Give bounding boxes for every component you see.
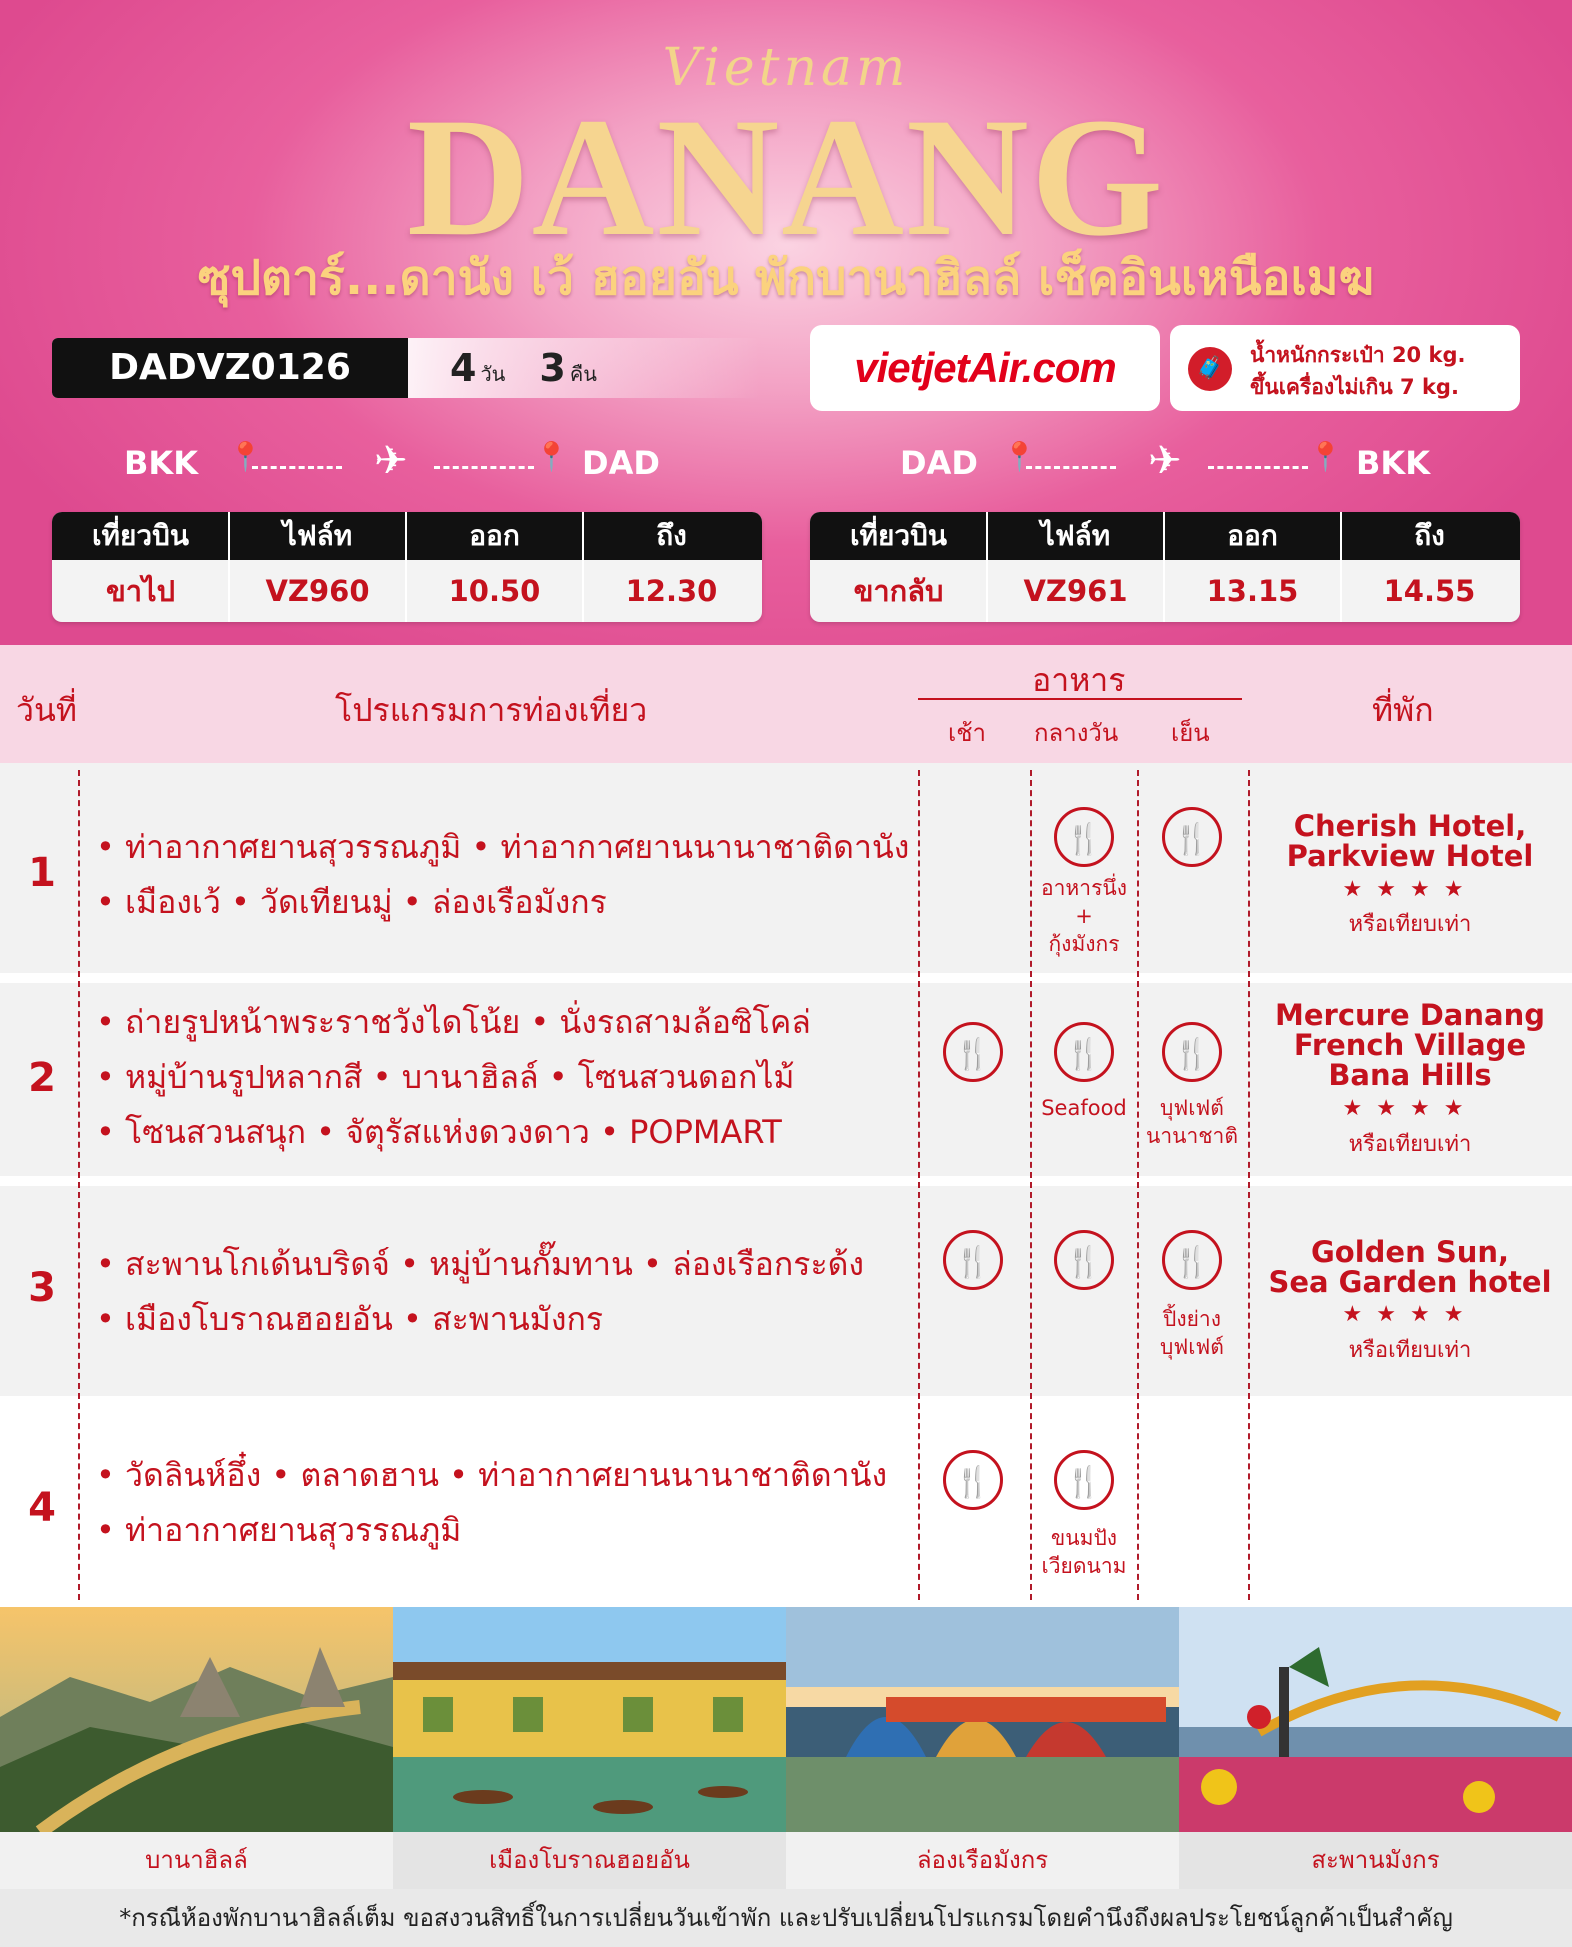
col-divider xyxy=(1163,512,1165,622)
flight-number: VZ960 xyxy=(265,574,370,608)
dinner-note xyxy=(1137,1094,1247,1150)
flight-table-header xyxy=(52,512,762,560)
meal-icon: 🍴 xyxy=(1054,807,1114,867)
col-trip: เที่ยวบิน xyxy=(849,519,948,552)
route-origin: DAD xyxy=(900,444,978,482)
hotel-line: Golden Sun, xyxy=(1310,1235,1510,1269)
route-destination: BKK xyxy=(1356,444,1430,482)
lunch-note xyxy=(1029,874,1139,958)
photo-caption: สะพานมังกร xyxy=(1179,1832,1572,1889)
days-unit: วัน xyxy=(480,362,506,386)
hotel-name xyxy=(1260,811,1560,871)
outbound-route xyxy=(124,440,684,490)
tour-subtitle: ซุปตาร์...ดานัง เว้ ฮอยอัน พักบานาฮิลล์ เช็คอินเหนือเมฆ xyxy=(197,250,1375,306)
header-breakfast: เช้า xyxy=(948,719,986,747)
meal-icon: 🍴 xyxy=(1054,1450,1114,1510)
note-line: + xyxy=(1075,904,1093,928)
itinerary-header xyxy=(0,645,1572,763)
photo-dragon-bridge xyxy=(1179,1607,1572,1832)
program-line: • โซนสวนสนุก • จัตุรัสแห่งดวงดาว • POPMART xyxy=(96,1113,782,1151)
airline-logo: vietjetAir.com xyxy=(810,325,1160,411)
photo-dragon-boat xyxy=(786,1607,1179,1832)
program-line: • เมืองเว้ • วัดเทียนมู่ • ล่องเรือมังกร xyxy=(96,883,607,921)
column-divider xyxy=(918,770,920,1600)
tour-code: DADVZ0126 xyxy=(52,338,408,398)
inbound-route xyxy=(900,440,1460,490)
hoi-an-image xyxy=(393,1607,786,1832)
col-trip: เที่ยวบิน xyxy=(91,519,190,552)
inbound-flight-table xyxy=(810,512,1520,622)
flight-table-header xyxy=(810,512,1520,560)
dinner-note xyxy=(1137,1305,1247,1361)
meal-icon: 🍴 xyxy=(943,1230,1003,1290)
header-program: โปรแกรมการท่องเที่ยว xyxy=(335,691,648,729)
plane-icon: ✈ xyxy=(1148,438,1182,484)
arrive-time: 12.30 xyxy=(625,574,718,608)
meal-icon: 🍴 xyxy=(1054,1230,1114,1290)
depart-time: 10.50 xyxy=(448,574,541,608)
col-arrive: ถึง xyxy=(656,519,687,552)
golden-bridge-image xyxy=(0,1607,393,1832)
photo-caption: ล่องเรือมังกร xyxy=(786,1832,1179,1889)
star-rating: ★★★★ xyxy=(1342,1096,1478,1121)
dragon-boat-image xyxy=(786,1607,1179,1832)
photo-golden-bridge xyxy=(0,1607,393,1832)
plane-icon: ✈ xyxy=(374,438,408,484)
pin-icon: 📍 xyxy=(1308,440,1343,473)
row-gap xyxy=(0,973,1572,983)
trip-value: ขาไป xyxy=(105,574,176,608)
route-destination: DAD xyxy=(582,444,660,482)
luggage-icon: 🧳 xyxy=(1188,347,1232,391)
photo-caption: เมืองโบราณฮอยอัน xyxy=(393,1832,786,1889)
column-divider xyxy=(1248,770,1250,1600)
program-line: • ท่าอากาศยานสุวรรณภูมิ xyxy=(96,1511,462,1549)
header-hotel: ที่พัก xyxy=(1372,691,1434,729)
baggage-line-2: ขึ้นเครื่องไม่เกิน 7 kg. xyxy=(1250,375,1459,399)
country-script: Vietnam xyxy=(662,38,910,98)
note-line: กุ้งมังกร xyxy=(1048,932,1120,956)
days-count: 4 xyxy=(450,346,477,390)
hotel-equivalent: หรือเทียบเท่า xyxy=(1348,912,1472,937)
hotel-line: Cherish Hotel, xyxy=(1293,809,1527,843)
trip-value: ขากลับ xyxy=(853,574,944,608)
hotel-line: Sea Garden hotel xyxy=(1268,1265,1552,1299)
header-banner xyxy=(0,0,1572,645)
route-dash xyxy=(434,466,534,469)
day-number: 2 xyxy=(28,1055,56,1101)
flight-number: VZ961 xyxy=(1023,574,1128,608)
program-line: • เมืองโบราณฮอยอัน • สะพานมังกร xyxy=(96,1300,604,1338)
footnote: *กรณีห้องพักบานาฮิลล์เต็ม ขอสงวนสิทธิ์ในการเปลี่ยนวันเข้าพัก และปรับเปลี่ยนโปรแกรมโดยคำนึงถึงผลประโยชน์ลูกค้าเป็นสำคัญ xyxy=(0,1889,1572,1947)
route-dash xyxy=(252,466,342,469)
star-rating: ★★★★ xyxy=(1342,1302,1478,1327)
meal-icon: 🍴 xyxy=(1162,1022,1222,1082)
hotel-equivalent: หรือเทียบเท่า xyxy=(1348,1338,1472,1363)
col-divider xyxy=(582,512,584,622)
col-divider xyxy=(405,512,407,622)
note-line: Seafood xyxy=(1041,1096,1127,1120)
day-program xyxy=(96,1237,864,1347)
col-depart: ออก xyxy=(1227,519,1278,552)
route-dash xyxy=(1208,466,1308,469)
program-line: • หมู่บ้านรูปหลากสี • บานาฮิลล์ • โซนสวนดอกไม้ xyxy=(96,1058,795,1096)
col-flight: ไฟล์ท xyxy=(1040,519,1111,552)
meal-icon: 🍴 xyxy=(943,1022,1003,1082)
col-divider xyxy=(1340,512,1342,622)
route-origin: BKK xyxy=(124,444,198,482)
note-line: บุฟเฟต์ xyxy=(1160,1096,1224,1120)
meal-icon: 🍴 xyxy=(1162,807,1222,867)
header-day: วันที่ xyxy=(16,691,77,729)
destination-title: DANANG xyxy=(406,83,1166,271)
program-line: • สะพานโกเด้นบริดจ์ • หมู่บ้านกั๊มทาน • ล่องเรือกระด้ง xyxy=(96,1245,865,1283)
hotel-line: Mercure Danang xyxy=(1275,998,1545,1032)
nights-count: 3 xyxy=(539,346,566,390)
lunch-note xyxy=(1029,1094,1139,1122)
day-number: 1 xyxy=(28,850,56,896)
col-arrive: ถึง xyxy=(1414,519,1445,552)
outbound-flight-table xyxy=(52,512,762,622)
meals-underline xyxy=(918,698,1242,700)
program-line: • วัดลินห์อึ๋ง • ตลาดฮาน • ท่าอากาศยานนานาชาติดานัง xyxy=(96,1456,888,1494)
lunch-note xyxy=(1029,1524,1139,1580)
meal-icon: 🍴 xyxy=(1054,1022,1114,1082)
note-line: ปิ้งย่าง xyxy=(1163,1307,1221,1331)
note-line: อาหารนึ่ง xyxy=(1041,876,1127,900)
col-flight: ไฟล์ท xyxy=(282,519,353,552)
note-line: เวียดนาม xyxy=(1041,1554,1127,1578)
depart-time: 13.15 xyxy=(1206,574,1299,608)
note-line: บุฟเฟต์ xyxy=(1160,1335,1224,1359)
note-line: ขนมปัง xyxy=(1050,1526,1118,1550)
note-line: นานาชาติ xyxy=(1146,1124,1238,1148)
pin-icon: 📍 xyxy=(1002,440,1037,473)
col-depart: ออก xyxy=(469,519,520,552)
arrive-time: 14.55 xyxy=(1383,574,1476,608)
col-divider xyxy=(228,512,230,622)
day-number: 4 xyxy=(28,1485,56,1531)
hotel-line: French Village xyxy=(1293,1028,1527,1062)
day-program xyxy=(96,995,811,1160)
day-program xyxy=(96,820,909,930)
hotel-name xyxy=(1260,1000,1560,1090)
route-dash xyxy=(1026,466,1116,469)
program-line: • ถ่ายรูปหน้าพระราชวังไดโน้ย • นั่งรถสามล้อซิโคล่ xyxy=(96,1003,811,1041)
dragon-bridge-image xyxy=(1179,1607,1572,1832)
hotel-line: Bana Hills xyxy=(1328,1058,1492,1092)
meal-icon: 🍴 xyxy=(1162,1230,1222,1290)
col-divider xyxy=(986,512,988,622)
baggage-line-1: น้ำหนักกระเป๋า 20 kg. xyxy=(1250,343,1466,367)
baggage-info xyxy=(1170,325,1520,411)
header-lunch: กลางวัน xyxy=(1034,719,1119,747)
header-dinner: เย็น xyxy=(1171,719,1210,747)
hotel-equivalent: หรือเทียบเท่า xyxy=(1348,1132,1472,1157)
meal-icon: 🍴 xyxy=(943,1450,1003,1510)
photo-caption: บานาฮิลล์ xyxy=(0,1832,393,1889)
row-gap xyxy=(0,1176,1572,1186)
hotel-name xyxy=(1260,1237,1560,1297)
pin-icon: 📍 xyxy=(534,440,569,473)
day-program xyxy=(96,1448,887,1558)
tour-code-bar xyxy=(52,338,760,398)
header-meals: อาหาร xyxy=(1032,661,1126,699)
day-number: 3 xyxy=(28,1265,56,1311)
pin-icon: 📍 xyxy=(228,440,263,473)
photo-hoi-an xyxy=(393,1607,786,1832)
nights-unit: คืน xyxy=(569,362,597,386)
star-rating: ★★★★ xyxy=(1342,877,1478,902)
program-line: • ท่าอากาศยานสุวรรณภูมิ • ท่าอากาศยานนานาชาติดานัง xyxy=(96,828,910,866)
hotel-line: Parkview Hotel xyxy=(1286,839,1534,873)
duration xyxy=(450,338,631,398)
